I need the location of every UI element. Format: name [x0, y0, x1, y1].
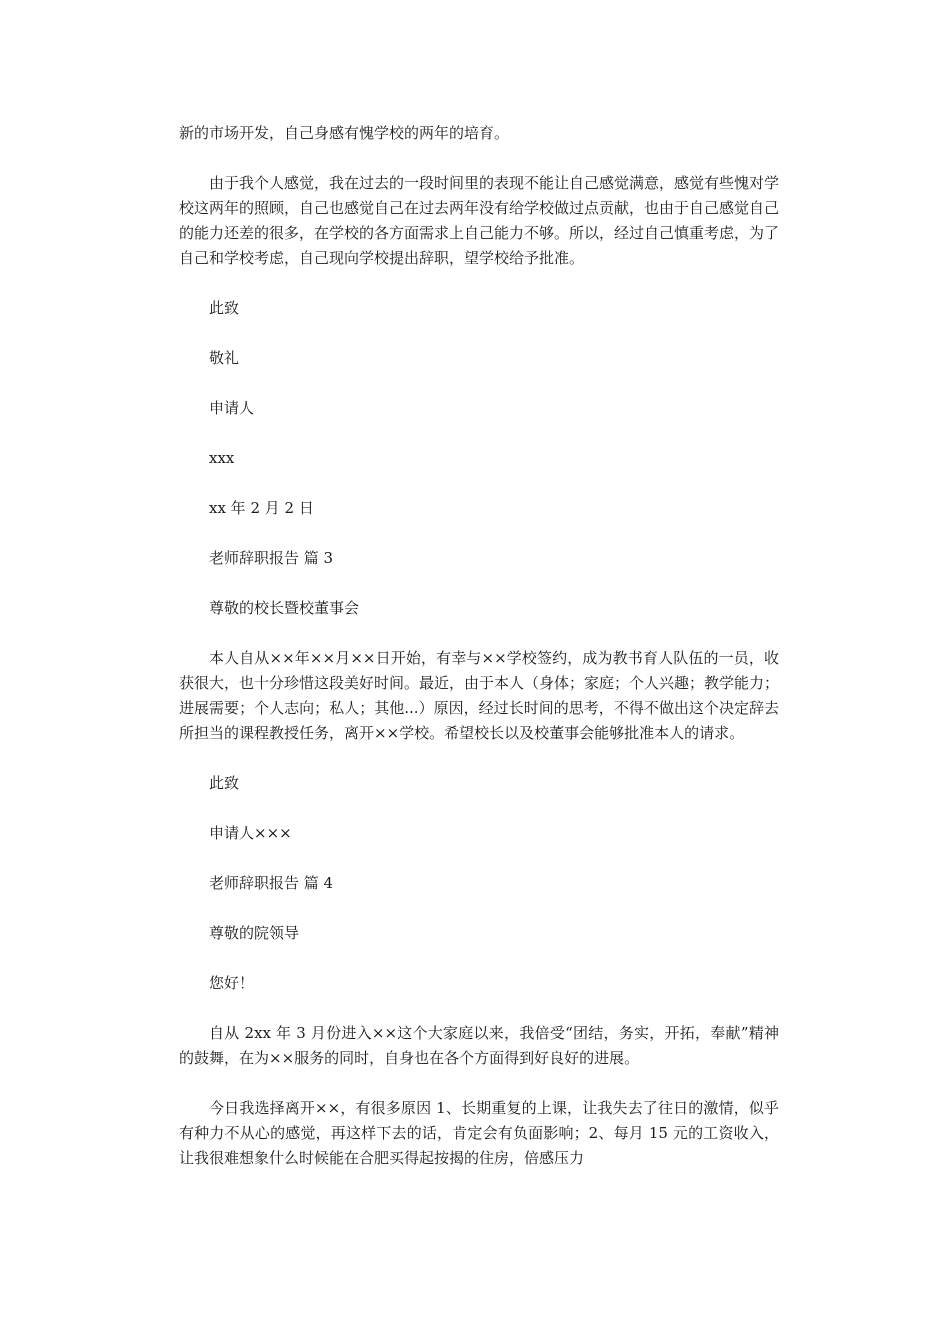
paragraph-intro-tail: 新的市场开发，自己身感有愧学校的两年的培育。: [179, 124, 510, 142]
applicant-name: xxx: [209, 449, 235, 467]
closing-salutation: 此致: [209, 299, 240, 317]
applicant-signature-3: 申请人×××: [209, 824, 292, 842]
section-heading-4: 老师辞职报告 篇 4: [209, 874, 334, 892]
recipient-line-4: 尊敬的院领导: [209, 924, 300, 942]
paragraph-body-4b: 今日我选择离开××，有很多原因 1、长期重复的上课，让我失去了往日的激情，似乎有种力不从心的感觉，再这样下去的话，肯定会有负面影响；2、每月 15 元的工资收入，让我很难想象什么时候能在合肥买得起按揭的住房，倍感压力: [179, 1099, 779, 1167]
paragraph-body-4a: 自从 2xx 年 3 月份进入××这个大家庭以来，我倍受“团结，务实，开拓，奉献”精神的鼓舞，在为××服务的同时，自身也在各个方面得到好良好的进展。: [179, 1024, 779, 1067]
closing-regards: 敬礼: [209, 349, 240, 367]
paragraph-reason: 由于我个人感觉，我在过去的一段时间里的表现不能让自己感觉满意，感觉有些愧对学校这两年的照顾，自己也感觉自己在过去两年没有给学校做过点贡献，也由于自己感觉自己的能力还差的很多，在学校的各方面需求上自己能力不够。所以，经过自己慎重考虑，为了自己和学校考虑，自己现向学校提出辞职，望学校给予批准。: [179, 174, 780, 267]
closing-salutation-3: 此致: [209, 774, 240, 792]
paragraph-body-3: 本人自从××年××月××日开始，有幸与××学校签约，成为教书育人队伍的一员，收获很大，也十分珍惜这段美好时间。最近，由于本人（身体；家庭；个人兴趣；教学能力；进展需要；个人志向；私人；其他...）原因，经过长时间的思考，不得不做出这个决定辞去所担当的课程教授任务，离开××学校。希望校长以及校董事会能够批准本人的请求。: [179, 649, 780, 742]
applicant-label: 申请人: [209, 399, 255, 417]
document-body: [179, 121, 779, 1171]
letter-date: xx 年 2 月 2 日: [209, 499, 314, 517]
greeting-line: 您好！: [209, 974, 255, 992]
recipient-line: 尊敬的校长暨校董事会: [209, 599, 360, 617]
section-heading-3: 老师辞职报告 篇 3: [209, 549, 334, 567]
